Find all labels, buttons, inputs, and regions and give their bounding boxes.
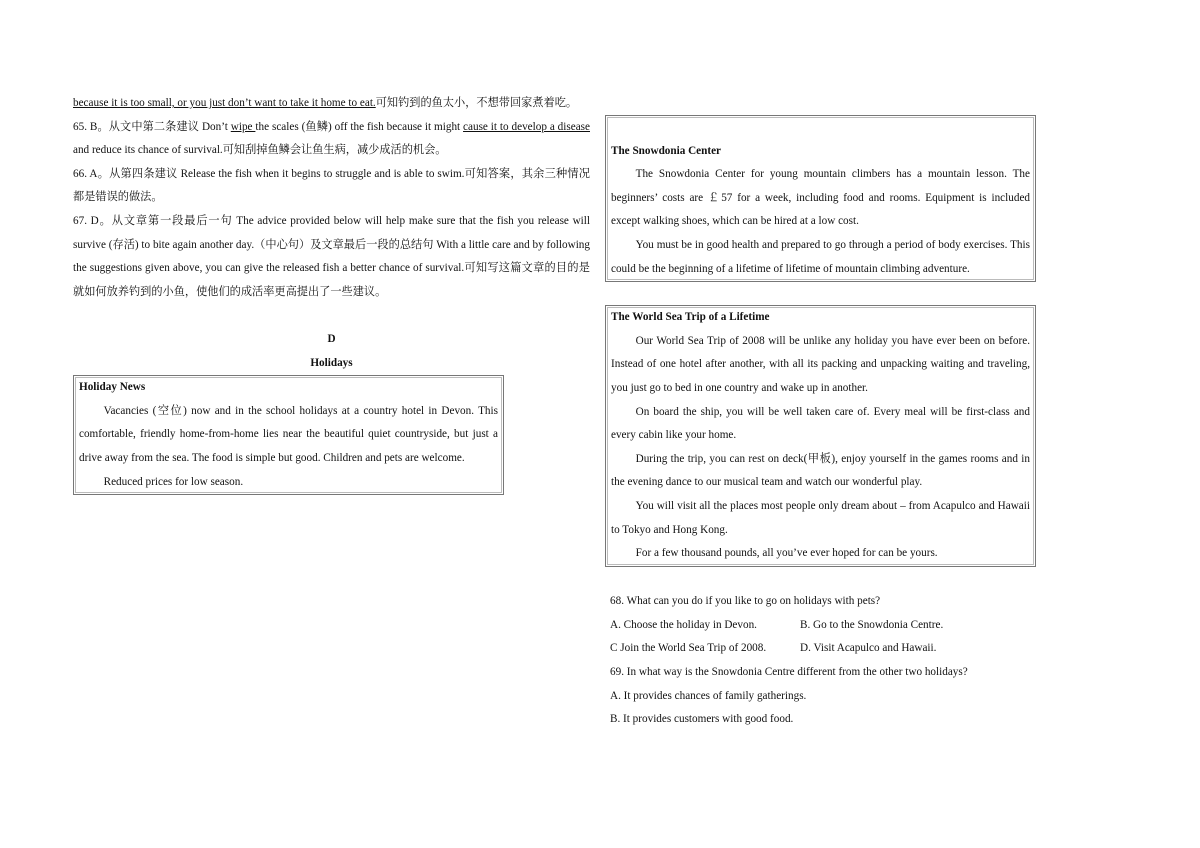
snowdonia-p1: The Snowdonia Center for young mountain climbers has a mountain lesson. The beginners’ costs are ￡57 for a week, including food and rooms. Equipment is included except walking shoes, which can be hired at a low cost.	[611, 168, 1030, 228]
underlined-quote: because it is too small, or you just don’t want to take it home to eat.	[73, 97, 376, 109]
question-69: 69. In what way is the Snowdonia Centre different from the other two holidays?	[610, 666, 968, 679]
sea-trip-box	[605, 305, 1036, 567]
answer-66: 66. A。从第四条建议 Release the fish when it begins to struggle and is able to swim.可知答案，其余三种情况都是错误的做法。	[73, 167, 590, 204]
answer-67: 67. D。从文章第一段最后一句 The advice provided below will help make sure that the fish you release will survive (存活) to bite again another day.（中心句）及文章最后一段的总结句 With a little care and by following the suggestions given above, you can give the released fish a better chance of survival.可知写这篇文章的目的是就如何放养钓到的小鱼，使他们的成活率更高提出了一些建议。	[73, 214, 590, 298]
option-68-a: A. Choose the holiday in Devon.	[610, 618, 757, 631]
section-letter: D	[327, 332, 336, 345]
answer-65-text-3: and reduce its chance of survival.可知刮掉鱼鳞会让鱼生病，减少成活的机会。	[73, 144, 447, 157]
option-68-d: D. Visit Acapulco and Hawaii.	[800, 642, 937, 655]
snowdonia-box	[605, 115, 1036, 282]
sea-trip-p4: You will visit all the places most people only dream about – from Acapulco and Hawaii to Tokyo and Hong Kong.	[611, 499, 1030, 536]
question-68-options-row-1	[610, 614, 1036, 638]
explanation-text: 可知钓到的鱼太小，不想带回家煮着吃。	[375, 97, 578, 109]
question-68-options-row-2	[610, 637, 1036, 661]
holiday-news-body: Vacancies (空位) now and in the school holidays at a country hotel in Devon. This comfortable, friendly home-from-home lies near the beautiful quiet countryside, but just a drive away from the sea. The food is simple but good. Children and pets are welcome.	[79, 404, 498, 464]
sea-trip-p2: On board the ship, you will be well taken care of. Every meal will be first-class and every cabin like your home.	[611, 405, 1030, 442]
sea-trip-title: The World Sea Trip of a Lifetime	[611, 311, 770, 324]
question-68: 68. What can you do if you like to go on holidays with pets?	[610, 595, 881, 608]
option-68-c: C Join the World Sea Trip of 2008.	[610, 642, 767, 655]
sea-trip-p5: For a few thousand pounds, all you’ve ever hoped for can be yours.	[635, 547, 938, 560]
answer-64-tail	[73, 92, 590, 116]
holiday-news-prices: Reduced prices for low season.	[103, 475, 244, 488]
left-column	[73, 92, 590, 495]
option-68-b: B. Go to the Snowdonia Centre.	[800, 618, 944, 631]
snowdonia-p2: You must be in good health and prepared to go through a period of body exercises. This could be the beginning of a lifetime of lifetime of mountain climbing adventure.	[611, 238, 1030, 275]
option-69-b: B. It provides customers with good food.	[610, 713, 794, 726]
answer-65-text: 65. B。从文中第二条建议 Don’t	[73, 120, 231, 133]
answer-65	[73, 116, 590, 163]
sea-trip-p1: Our World Sea Trip of 2008 will be unlike any holiday you have ever been on before. Instead of one hotel after another, with all its packing and unpacking waiting and traveling, you just go to bed in one country and wake up in another.	[611, 334, 1030, 394]
answer-65-text-2: the scales (鱼鳞) off the fish because it might	[255, 120, 464, 133]
sea-trip-p3: During the trip, you can rest on deck(甲板), enjoy yourself in the games rooms and in the evening dance to our musical team and watch our wonderful play.	[611, 452, 1030, 489]
underlined-wipe: wipe	[230, 120, 256, 133]
section-title: Holidays	[310, 356, 353, 369]
right-column	[605, 92, 1036, 732]
holiday-news-box	[73, 375, 504, 495]
option-69-a: A. It provides chances of family gatherings.	[610, 689, 807, 702]
holiday-news-title: Holiday News	[79, 381, 146, 394]
questions	[605, 590, 1036, 732]
underlined-disease: cause it to develop a disease	[463, 120, 590, 133]
snowdonia-title: The Snowdonia Center	[611, 144, 722, 157]
